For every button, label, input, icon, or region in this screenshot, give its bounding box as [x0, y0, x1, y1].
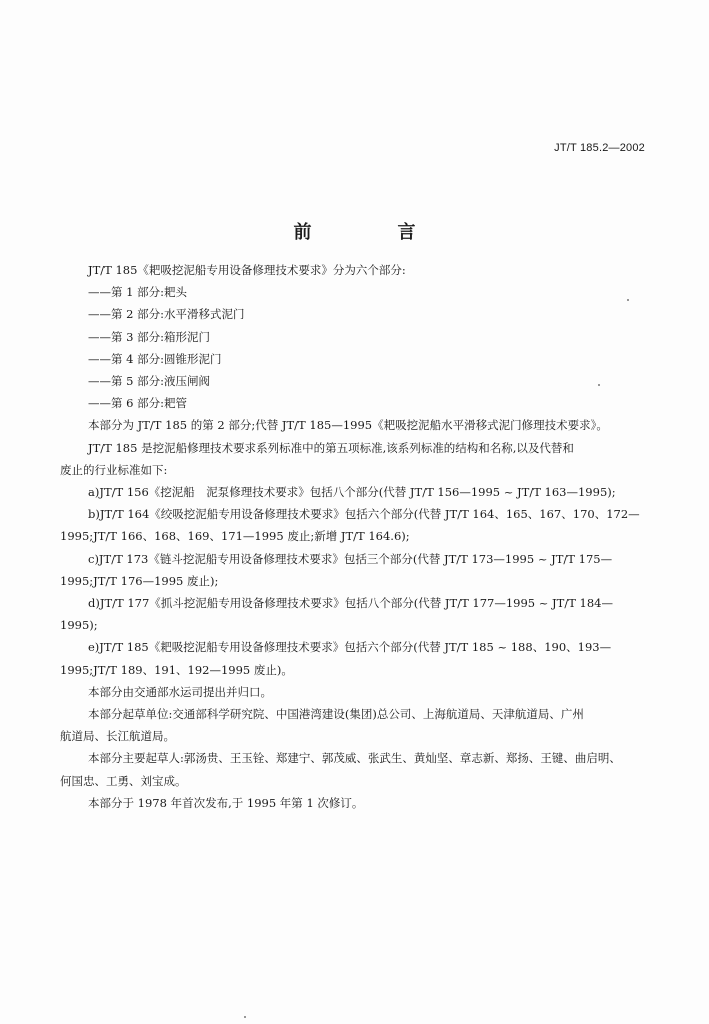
paragraph-line: a)JT/T 156《挖泥船 泥泵修理技术要求》包括八个部分(代替 JT/T 156—1995 ~ JT/T 163—1995);	[88, 485, 616, 500]
paragraph-line: e)JT/T 185《耙吸挖泥船专用设备修理技术要求》包括六个部分(代替 JT/T 185 ~ 188、190、193—	[88, 640, 612, 655]
paragraph-line: c)JT/T 173《链斗挖泥船专用设备修理技术要求》包括三个部分(代替 JT/T 173—1995 ~ JT/T 175—	[88, 551, 613, 566]
standard-number: JT/T 185.2—2002	[554, 142, 645, 154]
paragraph-line: 本部分为 JT/T 185 的第 2 部分;代替 JT/T 185—1995《耙吸挖泥船水平滑移式泥门修理技术要求》。	[88, 418, 608, 433]
paragraph-line: b)JT/T 164《绞吸挖泥船专用设备修理技术要求》包括六个部分(代替 JT/T 164、165、167、170、172—	[88, 507, 640, 522]
paragraph-line: d)JT/T 177《抓斗挖泥船专用设备修理技术要求》包括八个部分(代替 JT/T 177—1995 ~ JT/T 184—	[88, 596, 613, 611]
paragraph-line: 航道局、长江航道局。	[60, 729, 175, 744]
part-item: ——第 6 部分:耙管	[88, 396, 188, 411]
paragraph-line: JT/T 185 是挖泥船修理技术要求系列标准中的第五项标准,该系列标准的结构和名称,以及代替和	[88, 440, 574, 455]
intro-line: JT/T 185《耙吸挖泥船专用设备修理技术要求》分为六个部分:	[88, 263, 406, 277]
scan-speck	[598, 384, 600, 386]
paragraph-line: 1995);	[60, 618, 98, 633]
part-item: ——第 2 部分:水平滑移式泥门	[88, 307, 245, 322]
paragraph-line: 1995;JT/T 176—1995 废止);	[60, 573, 219, 588]
paragraph-line: 本部分于 1978 年首次发布,于 1995 年第 1 次修订。	[88, 795, 364, 810]
paragraph-line: 1995;JT/T 166、168、169、171—1995 废止;新增 JT/T 164.6);	[60, 529, 410, 544]
part-item: ——第 4 部分:圆锥形泥门	[88, 351, 222, 366]
paragraph-line: 本部分由交通部水运司提出并归口。	[88, 684, 272, 699]
document-body	[60, 259, 650, 814]
paragraph-line: 1995;JT/T 189、191、192—1995 废止)。	[60, 662, 293, 677]
paragraph-line: 废止的行业标准如下:	[60, 462, 168, 477]
scan-speck	[627, 299, 629, 301]
paragraph-line: 本部分主要起草人:郭汤贵、王玉铨、郑建宁、郭茂威、张武生、黄灿坚、章志新、郑扬、王键、曲启明、	[88, 751, 621, 766]
section-title: 前 言	[293, 222, 450, 243]
paragraph-line: 何国忠、工勇、刘宝成。	[60, 773, 187, 788]
scan-speck	[244, 1016, 246, 1018]
paragraph-line: 本部分起草单位:交通部科学研究院、中国港湾建设(集团)总公司、上海航道局、天津航道局、广州	[88, 707, 584, 722]
part-item: ——第 1 部分:耙头	[88, 285, 188, 300]
part-item: ——第 3 部分:箱形泥门	[88, 329, 211, 344]
part-item: ——第 5 部分:液压闸阀	[88, 374, 211, 389]
